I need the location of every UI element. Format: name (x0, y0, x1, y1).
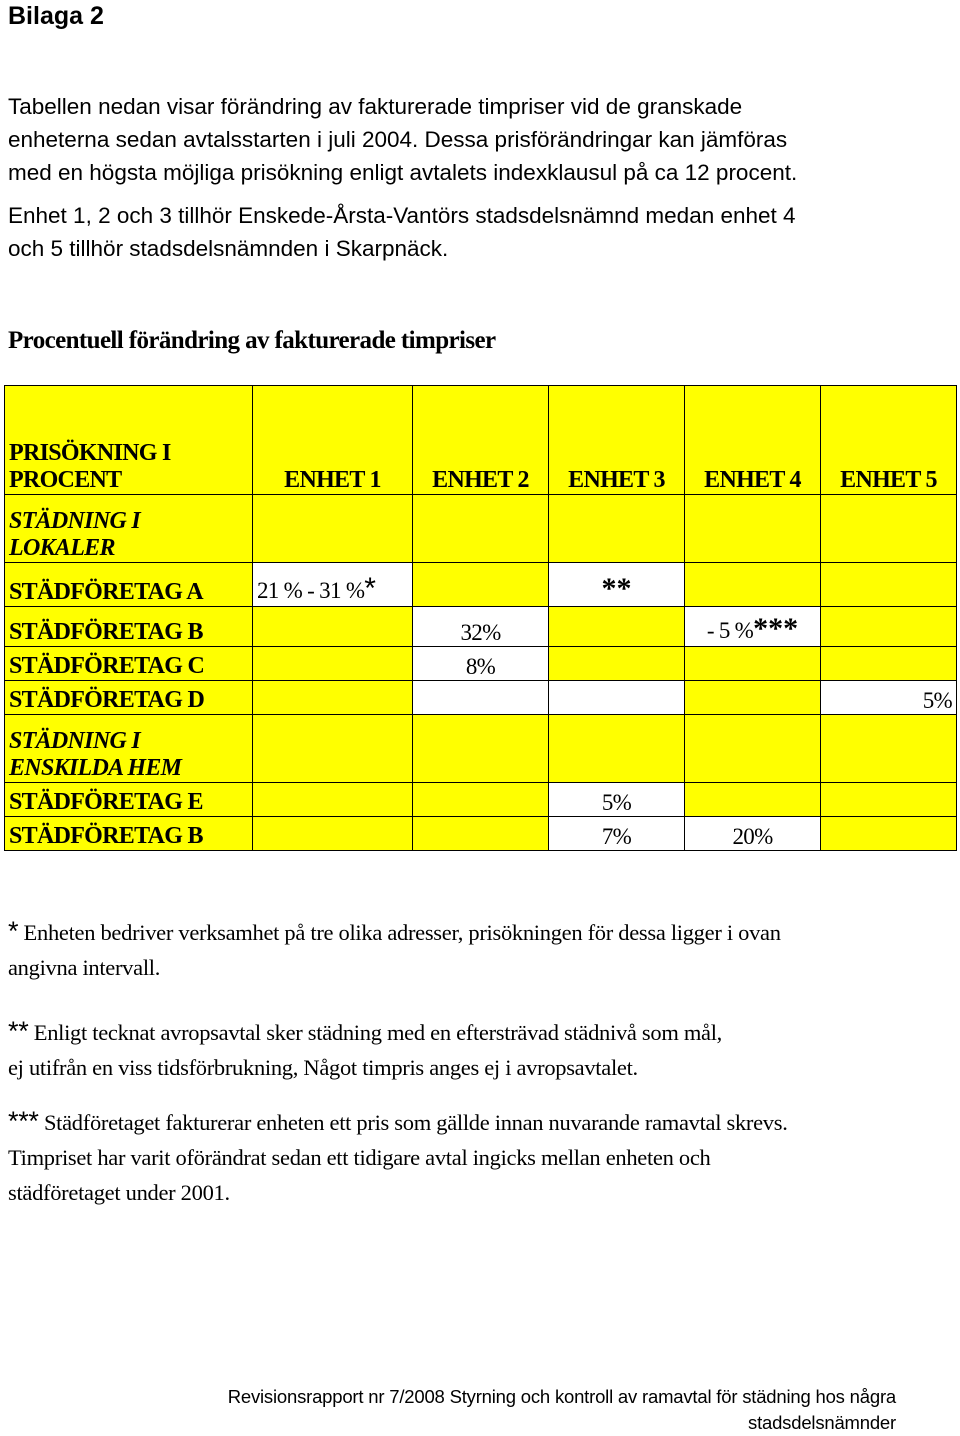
section-label-enskilda-hem (5, 715, 253, 783)
empty-cell (413, 783, 549, 817)
empty-cell (685, 647, 821, 681)
header-unit-2: ENHET 2 (413, 386, 549, 495)
value-cell: 5% (821, 681, 957, 715)
intro-paragraph-2 (8, 199, 948, 265)
row-label: STÄDFÖRETAG B (5, 607, 253, 647)
footnote-marker: *** (8, 1106, 39, 1136)
footer-line: stadsdelsnämnder (748, 1412, 896, 1433)
intro-line: enheterna sedan avtalsstarten i juli 2004. Dessa prisförändringar kan jämföras (8, 127, 788, 152)
header-line: PRISÖKNING I (9, 440, 171, 466)
row-label: STÄDFÖRETAG C (5, 647, 253, 681)
row-label: STÄDFÖRETAG B (5, 817, 253, 851)
section-line: ENSKILDA HEM (9, 755, 182, 781)
empty-cell (413, 495, 549, 563)
header-line: PROCENT (9, 467, 122, 493)
value-cell: 8% (413, 647, 549, 681)
empty-cell (413, 681, 549, 715)
empty-cell (413, 563, 549, 607)
empty-cell (821, 563, 957, 607)
footnote-marker: ** (8, 1016, 29, 1046)
footnote-marker: * (8, 916, 19, 946)
empty-cell (685, 715, 821, 783)
empty-cell (821, 647, 957, 681)
empty-cell (685, 783, 821, 817)
empty-cell (253, 715, 413, 783)
empty-cell (253, 607, 413, 647)
intro-paragraph-1 (8, 90, 948, 189)
empty-cell (821, 783, 957, 817)
footnote-text: Enligt tecknat avropsavtal sker städning med en eftersträvad städnivå som mål, (28, 1020, 723, 1045)
value-cell: 32% (413, 607, 549, 647)
empty-cell (549, 715, 685, 783)
row-label: STÄDFÖRETAG D (5, 681, 253, 715)
section-line: STÄDNING I (9, 508, 141, 534)
footnote-2 (8, 1014, 938, 1085)
footnote-text: angivna intervall. (8, 955, 161, 980)
empty-cell (253, 783, 413, 817)
empty-cell (821, 817, 957, 851)
price-change-table (4, 385, 956, 857)
empty-cell (821, 715, 957, 783)
footnote-1 (8, 914, 938, 985)
empty-cell (549, 495, 685, 563)
footnote-text: ej utifrån en viss tidsförbrukning, Något timpris anges ej i avropsavtalet. (8, 1055, 638, 1080)
footnote-3 (8, 1104, 938, 1210)
table-title: Procentuell förändring av fakturerade timpriser (8, 327, 496, 354)
value-text: 21 % - 31 % (257, 578, 365, 603)
row-label: STÄDFÖRETAG A (5, 563, 253, 607)
intro-line: med en högsta möjliga prisökning enligt avtalets indexklausul på ca 12 procent. (8, 160, 798, 185)
header-unit-4: ENHET 4 (685, 386, 821, 495)
empty-cell (413, 715, 549, 783)
empty-cell (685, 495, 821, 563)
empty-cell (821, 607, 957, 647)
section-line: STÄDNING I (9, 728, 141, 754)
empty-cell (549, 607, 685, 647)
footnote-text: Enheten bedriver verksamhet på tre olika adresser, prisökningen för dessa ligger i ovan (18, 920, 781, 945)
empty-cell (253, 817, 413, 851)
footnote-mark: * (364, 572, 376, 605)
value-cell: 5% (549, 783, 685, 817)
value-cell (253, 563, 413, 607)
header-unit-3: ENHET 3 (549, 386, 685, 495)
header-unit-1: ENHET 1 (253, 386, 413, 495)
header-unit-5: ENHET 5 (821, 386, 957, 495)
row-label: STÄDFÖRETAG E (5, 783, 253, 817)
empty-cell (253, 495, 413, 563)
empty-cell (413, 817, 549, 851)
footnote-text: Timpriset har varit oförändrat sedan ett tidigare avtal ingicks mellan enheten och (8, 1145, 711, 1170)
empty-cell (549, 647, 685, 681)
empty-cell (253, 647, 413, 681)
price-table-grid (4, 385, 957, 851)
footer-line: Revisionsrapport nr 7/2008 Styrning och kontroll av ramavtal för städning hos några (227, 1386, 896, 1407)
empty-cell (253, 681, 413, 715)
footnote-text: städföretaget under 2001. (8, 1180, 230, 1205)
header-label-cell (5, 386, 253, 495)
value-cell: 7% (549, 817, 685, 851)
footnote-mark: *** (753, 612, 799, 645)
intro-line: Enhet 1, 2 och 3 tillhör Enskede-Årsta-Vantörs stadsdelsnämnd medan enhet 4 (8, 203, 796, 228)
page-footer (36, 1384, 896, 1436)
value-cell (685, 607, 821, 647)
empty-cell (685, 681, 821, 715)
empty-cell (685, 563, 821, 607)
value-text: - 5 % (706, 618, 754, 643)
value-cell: 20% (685, 817, 821, 851)
section-label-lokaler (5, 495, 253, 563)
intro-line: och 5 tillhör stadsdelsnämnden i Skarpnäck. (8, 236, 449, 261)
footnote-text: Städföretaget fakturerar enheten ett pris som gällde innan nuvarande ramavtal skrevs. (38, 1110, 788, 1135)
empty-cell (821, 495, 957, 563)
empty-cell (549, 681, 685, 715)
section-line: LOKALER (9, 535, 115, 561)
footnote-mark-cell: ** (549, 563, 685, 607)
intro-line: Tabellen nedan visar förändring av fakturerade timpriser vid de granskade (8, 94, 743, 119)
page-heading: Bilaga 2 (8, 2, 104, 30)
